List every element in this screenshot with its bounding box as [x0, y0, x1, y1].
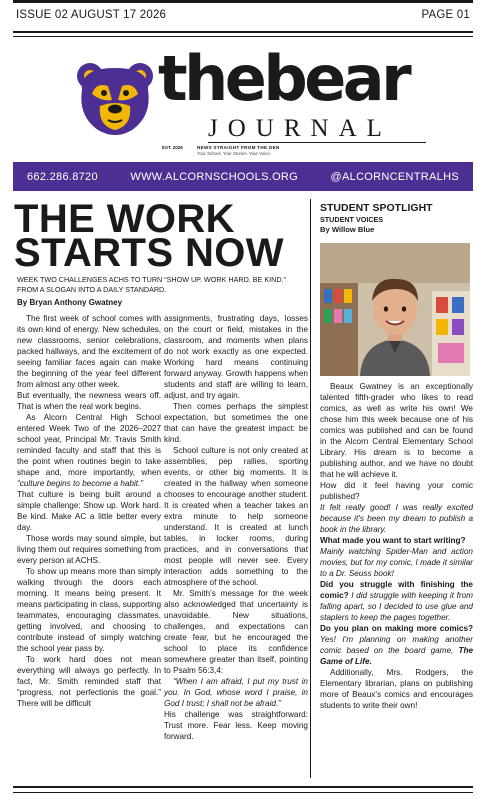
paragraph: Mr. Smith’s message for the week also acknowledged that uncertainty is unavoidable. New situations, challenges, and expectations can create fear, but he encouraged the school to place its confidence somewhere greater than itself, pointing to Psalm 56:3,4: — [164, 589, 308, 675]
quote-end: begins to become a habit.” — [46, 479, 144, 488]
paragraph: To work hard does not mean everything will always go perfectly. In fact, Mr. Smith reminded staff that “progress, not perfectionis the goal.” There will be difficult — [17, 655, 161, 708]
tagline-secondary: Your School. Your Stories. Your Voice. — [197, 151, 272, 156]
interview-qa — [320, 579, 473, 623]
paragraph: The first week of school comes with its own kind of energy. New schedules, new classrooms, senior celebrations, packed hallways, and the excitement of seeing familiar faces again can make the beginning of the year feel different from almost any other week. — [17, 314, 161, 389]
story-column-2 — [164, 313, 308, 742]
interview-question: Do you plan on making more comics? — [320, 624, 473, 633]
interview-qa — [320, 623, 473, 667]
quote-start: “culture — [17, 479, 45, 488]
tagline: NEWS STRAIGHT FROM THE DEN — [197, 145, 280, 150]
headline-line-2: STARTS NOW — [14, 231, 284, 275]
spotlight-outro: Additionally, Mrs. Rodgers, the Elementary librarian, plans on publishing more of Beaux's comics and encourages students to write their own! — [320, 668, 473, 710]
story-deck: WEEK TWO CHALLENGES ACHS TO TURN “SHOW UP. WORK HARD. BE KIND.” FROM A SLOGAN INTO A DAILY STANDARD. — [17, 275, 286, 294]
phone-number: 662.286.8720 — [27, 170, 98, 183]
contact-bar — [13, 162, 473, 191]
est-year: EST. 2026 — [162, 145, 183, 150]
interview-question: Did you struggle with finishing the comic? — [320, 580, 473, 600]
paragraph: School culture is not only created at assemblies, pep rallies, sporting events, or other big moments. It is created in the hallway when someone chooses to encourage another student. It is created when a teacher takes an extra minute to help someone understand. It is created at lunch tables, in locker rooms, during practices, and in conversations that most people will never see. Every interaction adds something to the atmosphere of the school. — [164, 446, 308, 587]
issue-date: ISSUE 02 AUGUST 17 2026 — [16, 9, 167, 21]
paragraph-text: As Alcorn Central High School entered Week Two of the 2026–2027 school year, Principal Mr. Travis Smith reminded faculty and staff that this is the point when routines begin to take shape and, more importantly, when — [17, 413, 161, 477]
story-byline: By Bryan Anthony Gwatney — [17, 298, 123, 307]
paragraph: That culture is being built around a simple challenge: Show up. Work hard. Be kind. Make AC a little better every day. — [17, 490, 161, 532]
spotlight-body — [320, 381, 473, 711]
paragraph: But eventually, the newness wears off. That is when the real work begins. — [17, 391, 161, 411]
game-title: The Game of Life. — [320, 646, 473, 666]
social-handle[interactable]: @ALCORNCENTRALHS — [330, 170, 459, 183]
header-rule — [13, 31, 473, 33]
interview-answer: Yes! I'm planning on making another comic based on the board game, — [320, 635, 473, 655]
journal-subtitle: JOURNAL — [208, 115, 392, 142]
spotlight-byline: By Willow Blue — [320, 225, 375, 234]
interview-question: What made you want to start writing? — [320, 536, 466, 545]
main-headline — [14, 197, 284, 275]
issue-header — [16, 9, 470, 25]
header-rule-thin — [13, 36, 473, 37]
story-column-1 — [17, 313, 161, 709]
journal-rule — [208, 142, 426, 143]
interview-answer: I did struggle with keeping it from falling apart, so I decided to use glue and staplers to keep the pages together. — [320, 591, 474, 622]
brand-wordmark: thebear — [158, 42, 409, 115]
paragraph: Then comes perhaps the simplest expectation, but sometimes the one that can have the greatest impact: be kind. — [164, 402, 308, 444]
scripture-quote: “When I am afraid, I put my trust in you. In God, whose word I praise, in God I trust; I shall not be afraid.” — [164, 677, 308, 708]
spotlight-title: STUDENT SPOTLIGHT — [320, 202, 433, 214]
masthead — [60, 42, 440, 156]
paragraph: His challenge was straightforward: Trust more. Fear less. Keep moving forward. — [164, 710, 308, 741]
headline-line-1: THE WORK — [14, 197, 235, 241]
website-link[interactable]: WWW.ALCORNSCHOOLS.ORG — [130, 170, 299, 183]
paragraph: To show up means more than simply walking through the doors each morning. It means being present. It means participating in class, supporting teammates, encouraging classmates, getting involved, and choosing to contribute instead of simply watching the school year pass by. — [17, 567, 161, 653]
paragraph: assignments, frustrating days, losses on the court or field, mistakes in the classroom, and moments when plans do not work exactly as one expected. Working hard means continuing forward anyway. Growth happens when students and staff are willing to learn, adjust, and try again. — [164, 314, 308, 400]
paragraph — [17, 412, 161, 489]
column-divider — [310, 199, 311, 778]
bear-head-logo-icon — [72, 60, 158, 140]
footer-rule — [13, 786, 473, 788]
footer-rule-thin — [13, 792, 473, 793]
spotlight-subtitle: STUDENT VOICES — [320, 215, 384, 224]
student-photo — [320, 243, 470, 376]
paragraph: Those words may sound simple, but living them out requires something from every person at ACHS. — [17, 534, 161, 565]
interview-answer: It felt really good! I was really excited because it's been my dream to publish a book in the library. — [320, 503, 473, 534]
interview-answer: Mainly watching Spider-Man and action movies, but for my comic, I made it similar to a Dr. Seuss book! — [320, 547, 473, 578]
top-rule — [13, 0, 473, 3]
page-number: PAGE 01 — [421, 9, 470, 21]
interview-question: How did it feel having your comic published? — [320, 481, 473, 501]
spotlight-intro: Beaux Gwatney is an exceptionally talented fifth-grader who likes to read comics, as well as write his own! We chose him this week because one of his comics was published and can be found in the Alcorn Central Elementary School Library. His dream is to become a publishing author, and we have no doubt that he will achieve it. — [320, 382, 473, 479]
